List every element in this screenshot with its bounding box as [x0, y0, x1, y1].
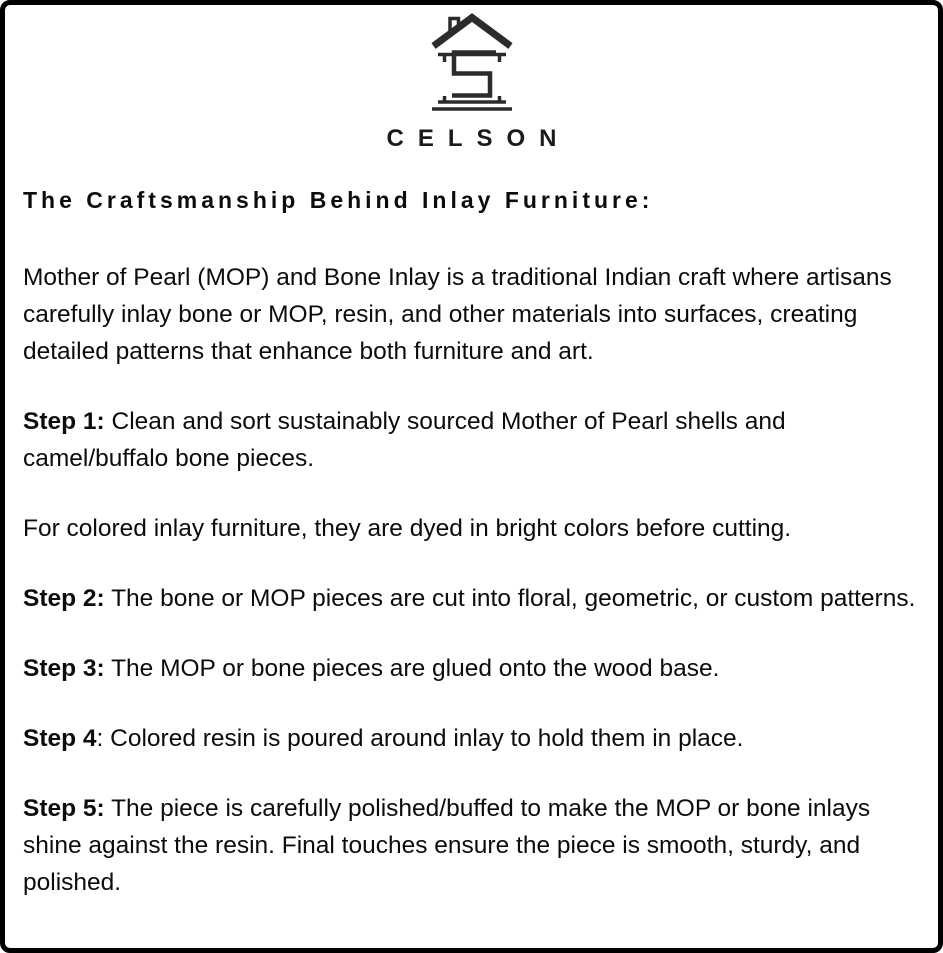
intro-paragraph: Mother of Pearl (MOP) and Bone Inlay is a traditional Indian craft where artisans carefully inlay bone or MOP, resin, and other materials into surfaces, creating detailed patterns that enhance both furniture and art. [23, 264, 892, 365]
step-3-text: The MOP or bone pieces are glued onto the wood base. [111, 655, 720, 682]
step-4-paragraph [23, 720, 925, 757]
step-1-label: Step 1: [23, 408, 105, 435]
step-5-label: Step 5: [23, 795, 105, 822]
step-1-paragraph [23, 403, 925, 477]
brand-logo [18, 12, 925, 154]
colored-inlay-note: For colored inlay furniture, they are dyed in bright colors before cutting. [23, 515, 792, 542]
step-2-paragraph [23, 580, 925, 617]
step-5-text: The piece is carefully polished/buffed to make the MOP or bone inlays shine against the resin. Final touches ensure the piece is smooth, sturdy, and polished. [23, 795, 871, 896]
step-2-label: Step 2: [23, 585, 105, 612]
step-1-text: Clean and sort sustainably sourced Mother of Pearl shells and camel/buffalo bone pieces. [23, 408, 786, 472]
house-with-s-monogram-icon [430, 12, 514, 112]
page-title: The Craftsmanship Behind Inlay Furniture: [23, 187, 654, 213]
brand-wordmark: CELSON [386, 125, 571, 152]
step-4-text: Colored resin is poured around inlay to hold them in place. [110, 725, 744, 752]
step-5-paragraph [23, 790, 925, 901]
step-4-label: Step 4 [23, 725, 97, 752]
step-3-paragraph [23, 650, 925, 687]
step-4-separator: : [96, 725, 111, 752]
step-1-separator [105, 408, 112, 435]
step-3-label: Step 3: [23, 655, 105, 682]
step-2-text: The bone or MOP pieces are cut into floral, geometric, or custom patterns. [111, 585, 916, 612]
